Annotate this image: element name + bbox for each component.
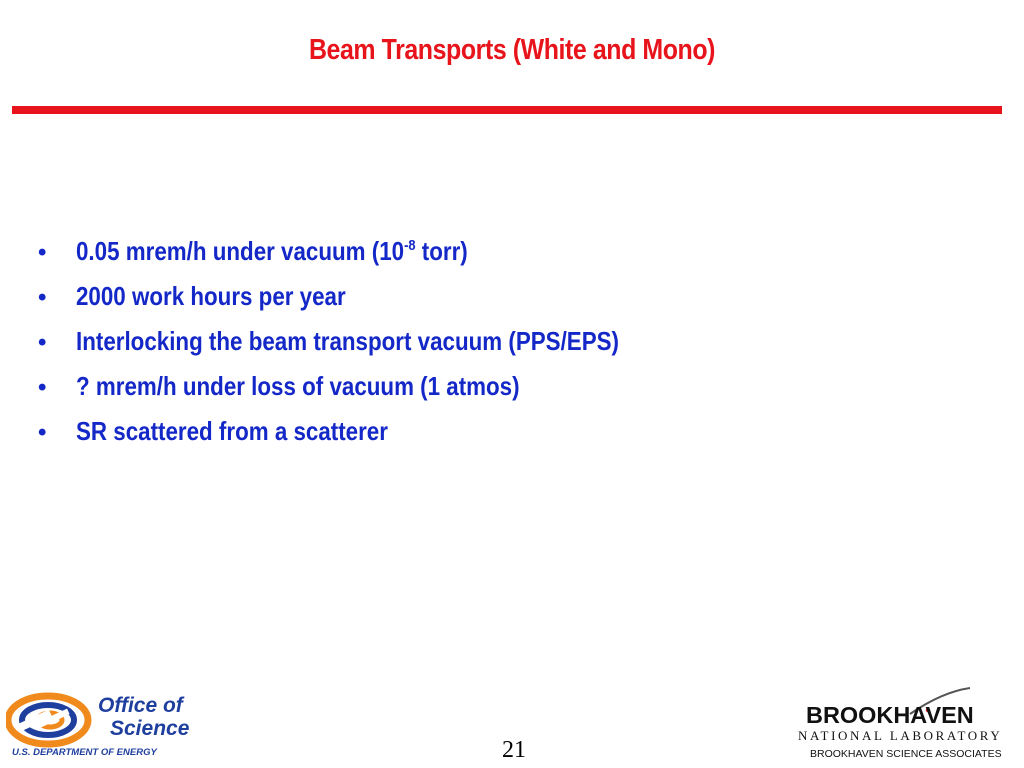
bullet-superscript: -8	[404, 237, 416, 254]
list-item	[38, 236, 707, 281]
title-divider	[12, 106, 1002, 114]
bullet-icon: •	[38, 239, 47, 266]
brookhaven-associates: BROOKHAVEN SCIENCE ASSOCIATES	[810, 748, 1002, 760]
bullet-icon: •	[38, 284, 47, 311]
list-item	[38, 416, 707, 461]
brookhaven-name: BROOKHAVEN	[806, 702, 974, 728]
office-of-science-wordmark	[98, 694, 189, 740]
bullet-text: Interlocking the beam transport vacuum (PPS/EPS)	[76, 326, 619, 356]
bullet-icon: •	[38, 374, 47, 401]
brookhaven-logo	[792, 686, 1020, 766]
bullet-text-part: 0.05 mrem/h under vacuum (10	[76, 236, 405, 266]
office-of-science-logo	[6, 692, 226, 762]
bullet-text-part: torr)	[415, 236, 468, 266]
list-item	[38, 281, 707, 326]
list-item	[38, 326, 707, 371]
bullet-text: SR scattered from a scatterer	[76, 416, 388, 446]
doe-tagline: U.S. DEPARTMENT OF ENERGY	[12, 747, 157, 758]
bullet-icon: •	[38, 329, 47, 356]
bullet-text	[76, 236, 468, 267]
logo-line-1: Office of	[98, 694, 183, 717]
page-number: 21	[502, 737, 526, 763]
bullet-list	[38, 236, 707, 461]
logo-line-2: Science	[110, 717, 190, 740]
slide-title: Beam Transports (White and Mono)	[308, 34, 716, 66]
bullet-text: ? mrem/h under loss of vacuum (1 atmos)	[76, 371, 520, 401]
list-item	[38, 371, 707, 416]
bullet-text: 2000 work hours per year	[76, 281, 346, 311]
brookhaven-subtitle: NATIONAL LABORATORY	[798, 728, 1003, 743]
bullet-icon: •	[38, 419, 47, 446]
doe-swirl-icon	[6, 692, 96, 748]
